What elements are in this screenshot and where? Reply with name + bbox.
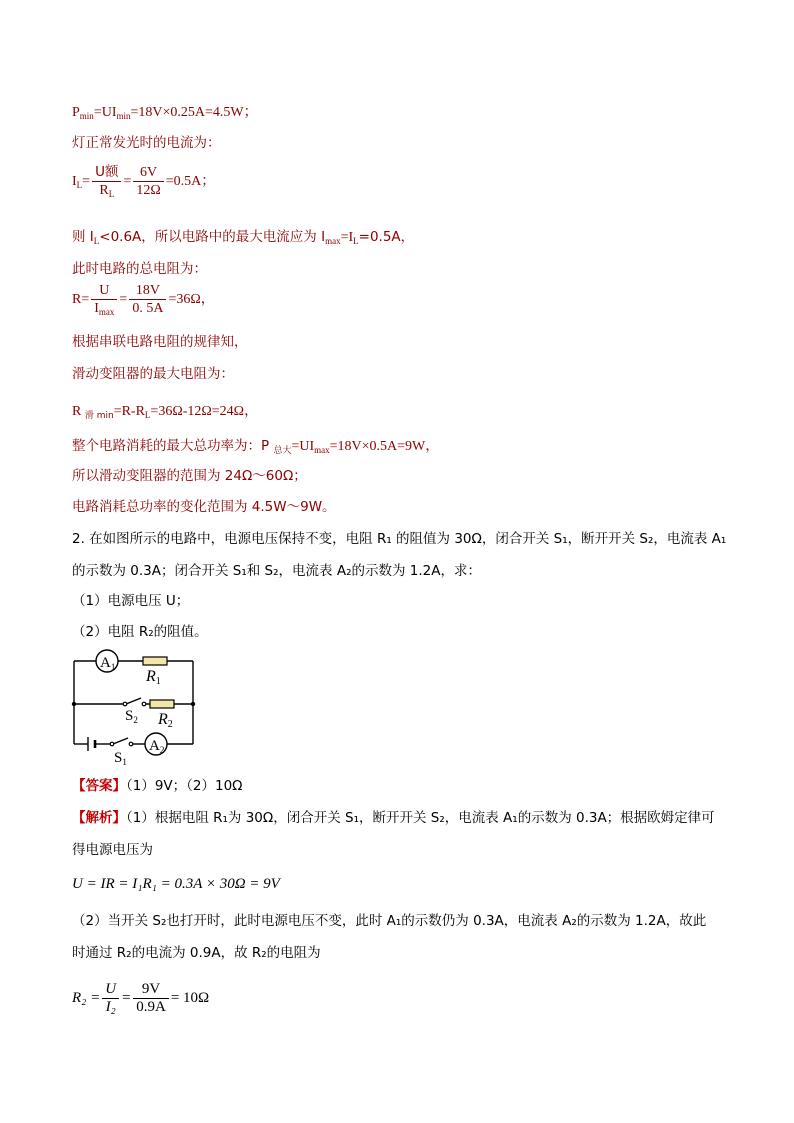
r-den2: 0. 5A	[132, 301, 164, 317]
pmin-symbol: P	[72, 105, 80, 120]
problem2-line1: 2. 在如图所示的电路中，电源电压保持不变，电阻 R₁ 的阻值为 30Ω，闭合开关 S₁，断开开关 S₂，电流表 A₁	[72, 531, 727, 547]
rheo-end: =36Ω-12Ω=24Ω，	[150, 404, 259, 419]
answer-tag: 【答案】	[72, 778, 126, 794]
then-sub3: L	[353, 236, 359, 246]
total-r-label: 此时电路的总电阻为：	[72, 261, 207, 277]
rheo-prefix: R	[72, 404, 85, 419]
problem2-q2: （2）电阻 R₂的阻值。	[72, 624, 208, 640]
problem2-q1: （1）电源电压 U；	[72, 593, 190, 609]
f2-fraction2	[133, 981, 169, 1016]
resistor-r2	[150, 700, 174, 708]
resistor-r2-label: R2	[158, 711, 173, 730]
f2-den: I₂	[105, 999, 116, 1016]
r-fraction	[91, 282, 117, 317]
answer-line	[72, 777, 243, 795]
f2-lhs: R₂ =	[72, 990, 101, 1006]
pmax-text: 整个电路消耗的最大总功率为：P	[72, 438, 274, 454]
pmin-sub: min	[79, 111, 94, 121]
il-den2: 12Ω	[136, 183, 161, 199]
switch-s2-pivot	[123, 702, 127, 706]
ammeter-a1-label: $A_1$	[100, 655, 116, 672]
r-fraction2	[129, 282, 166, 317]
il-lhs: I	[72, 174, 77, 189]
rheo-sub2: L	[144, 410, 151, 420]
series-rule: 根据串联电路电阻的规律知，	[72, 334, 248, 350]
r-num2: 18V	[129, 282, 166, 300]
then-line	[72, 228, 414, 247]
il-fraction	[92, 164, 121, 199]
circuit-diagram	[66, 646, 206, 770]
analysis-tag: 【解析】	[72, 810, 126, 826]
il-formula: $I_L=$ $\frac{\text{U额}}{R_L}$ = $\frac{6V}{12\Omega}$ =0.5A；	[72, 164, 216, 200]
r-result: =36Ω，	[168, 292, 215, 307]
il-den: R	[99, 183, 109, 199]
analysis-line3: （2）当开关 S₂也打开时，此时电源电压不变，此时 A₁的示数仍为 0.3A，电流表 A₂的示数为 1.2A，故此	[72, 913, 707, 929]
r-formula: R= $\frac{U}{I_{max}}$ = $\frac{18V}{0. 5A}$ =36Ω，	[72, 283, 215, 318]
f2-fraction	[102, 981, 119, 1016]
resistor-r1	[143, 657, 167, 665]
analysis-line4: 时通过 R₂的电流为 0.9A，故 R₂的电阻为	[72, 945, 321, 961]
then-mid2: =I	[340, 230, 354, 245]
analysis-line1-text: （1）根据电阻 R₁为 30Ω，闭合开关 S₁，断开开关 S₂，电流表 A₁的示数为 0.3A；根据欧姆定律可	[126, 810, 715, 826]
answer-text: （1）9V；（2）10Ω	[126, 778, 243, 794]
pmin-mid: =UI	[93, 105, 117, 120]
f2-den2: 0.9A	[136, 999, 166, 1016]
junction-right	[191, 702, 195, 706]
rheo-line	[72, 403, 258, 421]
then-end: =0.5A，	[358, 229, 415, 245]
rheo-rest: =R-R	[113, 404, 145, 419]
pmax-sub2: max	[314, 445, 330, 455]
problem2-line2: 的示数为 0.3A；闭合开关 S₁和 S₂，电流表 A₂的示数为 1.2A，求：	[72, 563, 481, 579]
pmin-rest: =18V×0.25A=4.5W；	[130, 105, 258, 120]
analysis-formula2: R₂ = $\frac{U}{\text{I₂}}$ = $\frac{9V}{0.9A}$ = 10Ω	[72, 981, 210, 1016]
r-den-sub: max	[98, 307, 115, 318]
pmax-mid: =UI	[291, 439, 315, 454]
rheo-sub: 滑 min	[84, 411, 114, 421]
f2-num: U	[102, 981, 119, 999]
il-num: U额	[92, 164, 121, 182]
switch-s1-pivot	[110, 742, 114, 746]
switch-s1-blade	[113, 738, 128, 744]
then-mid: <0.6A，所以电路中的最大电流应为 I	[99, 229, 326, 245]
il-lhs-sub: L	[76, 180, 83, 190]
r-den: I	[94, 301, 99, 317]
r-num: U	[91, 282, 117, 300]
switch-s2-contact	[142, 702, 146, 706]
f2-num2: 9V	[133, 981, 169, 999]
then-prefix: 则 I	[72, 229, 94, 245]
il-fraction2	[133, 164, 163, 199]
power-range-text: 电路消耗总功率的变化范围为 4.5W～9W。	[72, 499, 336, 515]
switch-s1-label: $S_1$	[114, 750, 127, 767]
il-num2: 6V	[133, 164, 163, 182]
analysis-line2: 得电源电压为	[72, 842, 153, 858]
ammeter-a2-label: $A_2$	[149, 738, 165, 755]
il-eq: =	[82, 174, 91, 189]
switch-s2-label: $S_2$	[125, 708, 138, 725]
then-sub: L	[93, 236, 100, 246]
pmin-line	[72, 104, 258, 122]
junction-left	[72, 702, 76, 706]
il-den-sub: L	[108, 189, 115, 200]
r-lhs: R=	[72, 292, 90, 307]
resistor-r1-label: R1	[146, 668, 161, 687]
pmax-line	[72, 437, 439, 456]
pmax-end: =18V×0.5A=9W，	[329, 439, 440, 454]
analysis-formula1: U = IR = I₁R₁ = 0.3A × 30Ω = 9V	[72, 876, 280, 892]
range-text: 所以滑动变阻器的范围为 24Ω～60Ω；	[72, 468, 307, 484]
switch-s2-blade	[126, 698, 141, 704]
rheo-max-label: 滑动变阻器的最大电阻为：	[72, 366, 234, 382]
analysis-line1	[72, 809, 715, 827]
il-result: =0.5A；	[165, 174, 216, 189]
pmin-sub2: min	[116, 111, 131, 121]
lamp-current-label: 灯正常发光时的电流为：	[72, 135, 221, 151]
then-sub2: max	[325, 236, 341, 246]
pmax-sub: 总大	[273, 446, 292, 456]
f2-result: = 10Ω	[170, 990, 210, 1006]
switch-s1-contact	[129, 742, 133, 746]
